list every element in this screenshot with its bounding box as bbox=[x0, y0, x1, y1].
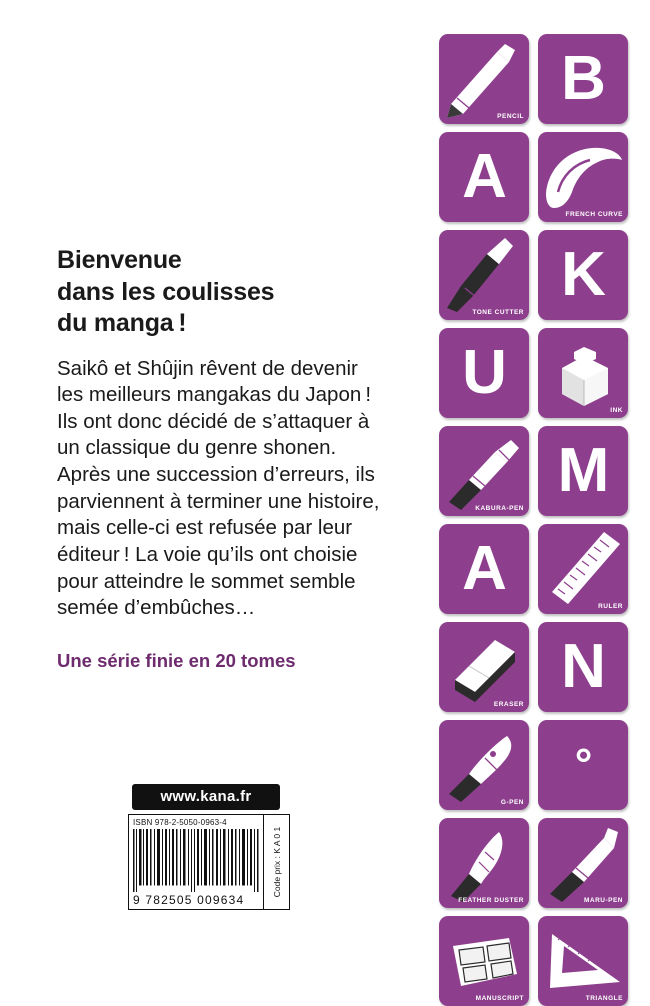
tile-letter-u bbox=[439, 328, 529, 418]
publisher-url[interactable]: www.kana.fr bbox=[132, 784, 280, 810]
pencil-icon bbox=[439, 34, 529, 124]
tile-tone-cutter bbox=[439, 230, 529, 320]
tile-letter-n bbox=[538, 622, 628, 712]
synopsis-line: Après une succession d’erreurs, ils bbox=[57, 463, 375, 487]
tile-ink-bottle bbox=[538, 328, 628, 418]
french-curve-icon bbox=[538, 132, 628, 222]
tile-caption: MANUSCRIPT bbox=[475, 995, 524, 1002]
synopsis-line: pour atteindre le sommet semble bbox=[57, 569, 356, 593]
tile-caption: TONE CUTTER bbox=[472, 309, 524, 316]
synopsis-line: Saikô et Shûjin rêvent de devenir bbox=[57, 356, 358, 380]
tile-maru-pen bbox=[538, 818, 628, 908]
synopsis-line: mais celle-ci est refusée par leur bbox=[57, 516, 353, 540]
tile-letter: A bbox=[462, 142, 506, 211]
synopsis-line: semée d’embûches… bbox=[57, 596, 256, 620]
synopsis-line: éditeur ! La voie qu’ils ont choisie bbox=[57, 542, 358, 566]
synopsis-line: un classique du genre shonen. bbox=[57, 436, 337, 460]
barcode-main bbox=[129, 815, 263, 909]
eraser-icon bbox=[439, 622, 529, 712]
tile-letter-a bbox=[439, 132, 529, 222]
tile-pencil bbox=[439, 34, 529, 124]
ruler-icon bbox=[538, 524, 628, 614]
tile-caption: FRENCH CURVE bbox=[565, 211, 623, 218]
tile-ruler bbox=[538, 524, 628, 614]
triangle-ruler-icon bbox=[538, 916, 628, 1006]
tile-eraser bbox=[439, 622, 529, 712]
tile-g-pen bbox=[439, 720, 529, 810]
back-cover-text-column bbox=[57, 245, 407, 672]
tile-caption: PENCIL bbox=[497, 113, 524, 120]
manuscript-icon bbox=[439, 916, 529, 1006]
synopsis-line: parviennent à terminer une histoire, bbox=[57, 489, 380, 513]
ink-bottle-icon bbox=[538, 328, 628, 418]
synopsis-line: Ils ont donc décidé de s’attaquer à bbox=[57, 409, 370, 433]
barcode-block bbox=[128, 784, 292, 910]
synopsis-paragraph bbox=[57, 356, 407, 622]
series-tagline: Une série finie en 20 tomes bbox=[57, 649, 296, 671]
tile-letter: ° bbox=[574, 740, 592, 789]
kabura-pen-icon bbox=[439, 426, 529, 516]
tile-triangle-ruler bbox=[538, 916, 628, 1006]
price-code-strip bbox=[263, 815, 289, 909]
tile-letter-m bbox=[538, 426, 628, 516]
tile-caption: TRIANGLE bbox=[585, 995, 623, 1002]
ean-digits: 9 782505 009634 bbox=[133, 893, 245, 907]
headline-line-3: du manga ! bbox=[57, 309, 187, 337]
tool-tile-grid bbox=[439, 34, 629, 1006]
barcode-box bbox=[128, 814, 290, 910]
tile-letter-a-2 bbox=[439, 524, 529, 614]
headline-line-2: dans les coulisses bbox=[57, 277, 275, 306]
tile-letter: M bbox=[557, 436, 609, 505]
tile-feather-duster bbox=[439, 818, 529, 908]
tile-caption: MARU-PEN bbox=[583, 897, 623, 904]
synopsis-line: les meilleurs mangakas du Japon ! bbox=[57, 383, 372, 407]
maru-pen-icon bbox=[538, 818, 628, 908]
tile-caption: INK bbox=[610, 407, 623, 414]
tile-letter: B bbox=[561, 44, 605, 113]
tile-caption: ERASER bbox=[493, 701, 524, 708]
barcode-bars bbox=[133, 829, 261, 892]
tile-kabura-pen bbox=[439, 426, 529, 516]
price-code-text: Code prix : K A 0 1 bbox=[271, 826, 282, 898]
headline bbox=[57, 245, 407, 340]
tone-cutter-icon bbox=[439, 230, 529, 320]
tile-letter: K bbox=[561, 240, 605, 309]
tile-caption: FEATHER DUSTER bbox=[458, 897, 524, 904]
tile-letter: N bbox=[561, 632, 605, 701]
tile-manuscript bbox=[439, 916, 529, 1006]
tile-letter: U bbox=[462, 338, 506, 407]
isbn-text: ISBN 978-2-5050-0963-4 bbox=[133, 818, 227, 827]
tile-letter-k bbox=[538, 230, 628, 320]
feather-duster-icon bbox=[439, 818, 529, 908]
tile-french-curve bbox=[538, 132, 628, 222]
tile-letter-degree bbox=[538, 720, 628, 810]
tile-caption: RULER bbox=[598, 603, 623, 610]
g-pen-icon bbox=[439, 720, 529, 810]
tile-letter-b bbox=[538, 34, 628, 124]
headline-line-1: Bienvenue bbox=[57, 246, 182, 274]
tile-caption: KABURA-PEN bbox=[475, 505, 524, 512]
tile-caption: G-PEN bbox=[500, 799, 524, 806]
tile-letter: A bbox=[462, 534, 506, 603]
